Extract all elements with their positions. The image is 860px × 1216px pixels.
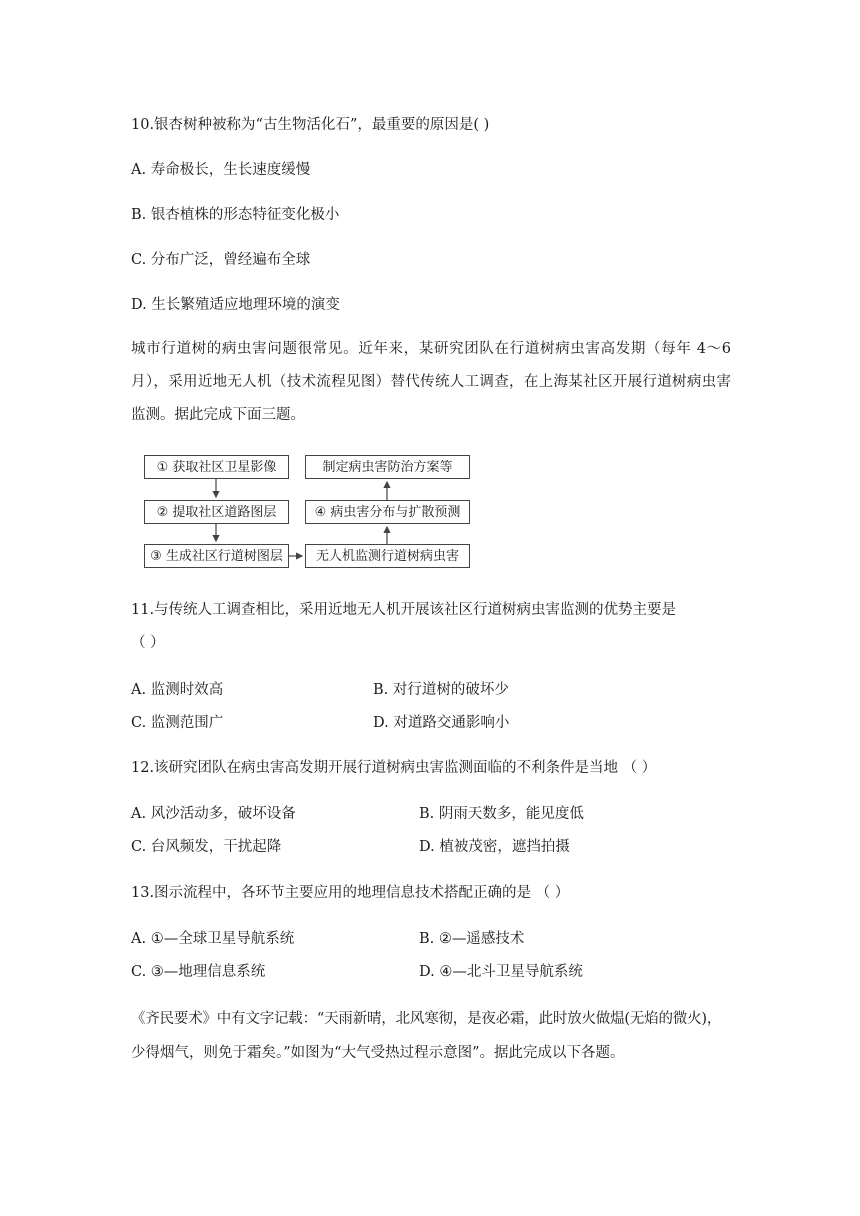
- q13-option-d: D. ④—北斗卫星导航系统: [419, 964, 583, 980]
- q13-stem: 13.图示流程中，各环节主要应用的地理信息技术搭配正确的是 （ ）: [131, 885, 570, 901]
- flow-step-4: ④ 病虫害分布与扩散预测: [305, 500, 470, 524]
- q13-option-a: A. ①—全球卫星导航系统: [131, 931, 295, 947]
- q11-option-d: D. 对道路交通影响小: [373, 715, 510, 731]
- flow-step-plan: 制定病虫害防治方案等: [305, 455, 470, 479]
- flow-step-3: ③ 生成社区行道树图层: [144, 544, 289, 568]
- q13-option-c: C. ③—地理信息系统: [131, 964, 266, 980]
- q12-option-d: D. 植被茂密，遮挡拍摄: [419, 839, 570, 855]
- q10-option-a: A. 寿命极长，生长速度缓慢: [131, 162, 311, 178]
- q13-option-b: B. ②—遥感技术: [419, 931, 525, 947]
- q11-option-c: C. 监测范围广: [131, 715, 224, 731]
- q10-option-d: D. 生长繁殖适应地理环境的演变: [131, 297, 340, 313]
- q12-option-b: B. 阴雨天数多，能见度低: [419, 806, 584, 822]
- flow-step-1: ① 获取社区卫星影像: [144, 455, 289, 479]
- q11-option-b: B. 对行道树的破坏少: [373, 682, 509, 698]
- q10-option-c: C. 分布广泛，曾经遍布全球: [131, 252, 311, 268]
- q12-stem: 12.该研究团队在病虫害高发期开展行道树病虫害监测面临的不利条件是当地 （ ）: [131, 760, 657, 776]
- q10-option-b: B. 银杏植株的形态特征变化极小: [131, 207, 340, 223]
- q12-option-c: C. 台风频发，干扰起降: [131, 839, 282, 855]
- q11-stem-bracket: （ ）: [131, 635, 165, 651]
- flow-step-drone: 无人机监测行道树病虫害: [305, 544, 470, 568]
- flow-step-2: ② 提取社区道路图层: [144, 500, 289, 524]
- q11-stem: 11.与传统人工调查相比，采用近地无人机开展该社区行道树病虫害监测的优势主要是: [131, 602, 677, 618]
- q11-option-a: A. 监测时效高: [131, 682, 224, 698]
- passage-street-trees: 城市行道树的病虫害问题很常见。近年来，某研究团队在行道树病虫害高发期（每年 4～6 月），采用近地无人机（技术流程见图）替代传统人工调查，在上海某社区开展行道树病虫害监测。据此完成下面三题。: [131, 341, 731, 423]
- passage-frost-line2: 少得烟气，则免于霜矣。”如图为“大气受热过程示意图”。据此完成以下各题。: [131, 1045, 625, 1061]
- passage-frost-line1: 《齐民要术》中有文字记载：“天雨新晴，北风寒彻，是夜必霜，此时放火做煴(无焰的微火)，: [131, 1011, 722, 1027]
- q12-option-a: A. 风沙活动多，破坏设备: [131, 806, 296, 822]
- q10-stem: 10.银杏树种被称为“古生物活化石”，最重要的原因是( ): [131, 117, 490, 133]
